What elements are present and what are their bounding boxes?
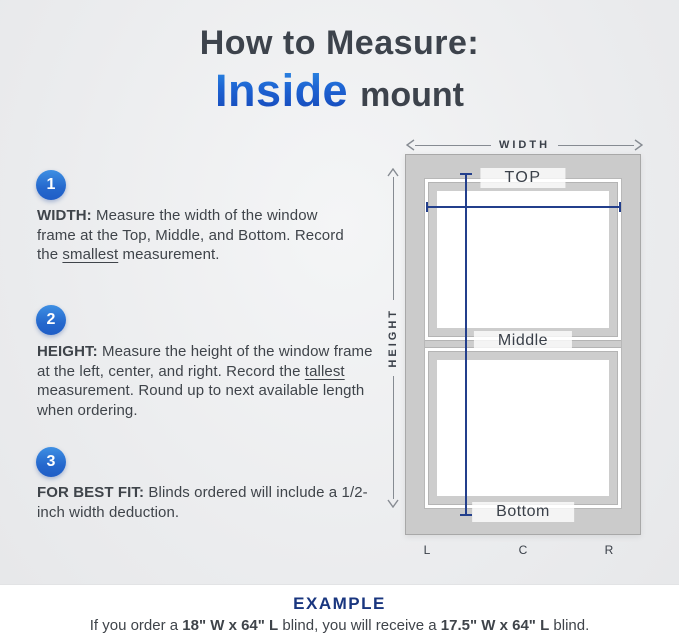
lower-glass xyxy=(429,352,617,505)
example-part1: If you order a xyxy=(89,617,183,634)
example-part2: blind, you will receive a xyxy=(278,617,441,634)
step-2-label: HEIGHT: xyxy=(37,343,98,360)
left-mark: L xyxy=(423,543,431,557)
step-3-body: Blinds ordered will include a 1/2-inch width deduction. xyxy=(37,484,368,521)
height-dimension-arrow xyxy=(385,168,401,508)
center-mark: C xyxy=(518,543,528,557)
step-2-body: Measure the height of the window frame at the left, center, and right. Record the xyxy=(37,343,373,380)
horizontal-measure-line xyxy=(426,206,621,208)
measure-cap xyxy=(460,514,472,516)
title-suffix: mount xyxy=(360,76,464,114)
window-diagram xyxy=(380,135,670,575)
step-2-text xyxy=(37,342,382,420)
example-ordered-size: 18" W x 64" L xyxy=(182,617,279,634)
measure-cap xyxy=(619,202,621,212)
title-line2 xyxy=(0,65,679,117)
width-dimension-arrow xyxy=(406,137,643,153)
step-1-body: Measure the width of the window frame at the Top, Middle, and Bottom. Record the xyxy=(37,207,344,263)
arrow-up-icon xyxy=(387,168,399,177)
step-3-number: 3 xyxy=(46,453,56,470)
step-1-badge xyxy=(36,170,66,200)
middle-position-label: Middle xyxy=(474,331,572,351)
step-2-number: 2 xyxy=(46,311,56,328)
step-1-number: 1 xyxy=(46,176,56,193)
step-1-underlined-word: smallest xyxy=(62,246,119,263)
title-prefix: How to Measure: xyxy=(199,24,480,62)
step-1-label: WIDTH: xyxy=(37,207,92,224)
example-received-size: 17.5" W x 64" L xyxy=(440,617,550,634)
vertical-measure-line xyxy=(465,173,467,516)
example-heading: EXAMPLE xyxy=(293,594,386,613)
arrow-left-icon xyxy=(406,139,415,151)
width-label: WIDTH xyxy=(498,139,551,151)
height-arrow-line xyxy=(393,376,394,499)
width-arrow-line xyxy=(415,145,491,146)
measure-cap xyxy=(426,202,428,212)
example-section xyxy=(0,584,679,642)
upper-sash xyxy=(425,179,621,340)
arrow-right-icon xyxy=(634,139,643,151)
measure-cap xyxy=(460,173,472,175)
page-title xyxy=(0,24,679,117)
example-sentence xyxy=(0,617,679,634)
right-mark: R xyxy=(604,543,614,557)
bottom-position-label: Bottom xyxy=(472,502,574,522)
step-1-text xyxy=(37,206,359,265)
step-2-body-end: measurement. Round up to next available length when ordering. xyxy=(37,382,365,419)
step-3-badge xyxy=(36,447,66,477)
top-position-label: TOP xyxy=(480,168,565,188)
lower-sash xyxy=(425,348,621,509)
example-part3: blind. xyxy=(549,617,590,634)
step-3-label: FOR BEST FIT: xyxy=(37,484,145,501)
step-1-body-end: measurement. xyxy=(118,246,220,263)
step-2-underlined-word: tallest xyxy=(304,362,345,380)
height-label: HEIGHT xyxy=(387,308,399,368)
arrow-down-icon xyxy=(387,499,399,508)
title-highlight: Inside xyxy=(215,65,349,116)
width-arrow-line xyxy=(558,145,634,146)
step-2-badge xyxy=(36,305,66,335)
height-arrow-line xyxy=(393,177,394,300)
step-3-text xyxy=(37,483,382,522)
